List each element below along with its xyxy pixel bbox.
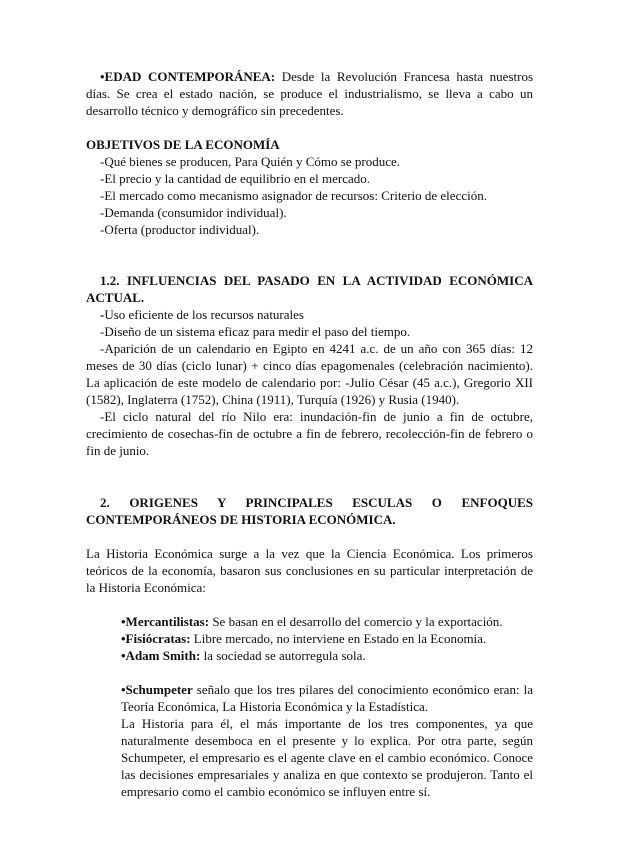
edad-contemporanea-paragraph	[86, 68, 533, 119]
schumpeter-paragraph-2: La Historia para él, el más importante de los tres componentes, ya que naturalmente desemboca en el presente y lo explica. Por otra parte, según Schumpeter, el empresario es el agente clave en el cambio económico. Conoce las decisiones empresariales y analiza en que contexto se produjeron. Tanto el empresario como el cambio económico se influyen entre sí.	[121, 716, 533, 799]
objetivos-item-2: -El precio y la cantidad de equilibrio en el mercado.	[100, 171, 370, 186]
school-label: •Mercantilistas:	[121, 614, 210, 629]
edad-label: •EDAD CONTEMPORÁNEA:	[100, 69, 276, 84]
school-text: Se basan en el desarrollo del comercio y la exportación.	[209, 614, 503, 629]
school-mercantilistas	[121, 613, 533, 630]
schumpeter-paragraph-1	[121, 681, 533, 715]
school-text: la sociedad se autorregula sola.	[200, 648, 366, 663]
schumpeter-label: •Schumpeter	[121, 682, 193, 697]
school-label: •Fisiócratas:	[121, 631, 191, 646]
schools-list	[86, 613, 533, 664]
schumpeter-text: señalo que los tres pilares del conocimiento económico eran: la Teoría Económica, La Historia Económica y la Estadística.	[121, 682, 533, 714]
objetivos-item-1: -Qué bienes se producen, Para Quién y Cómo se produce.	[100, 154, 400, 169]
section-2-heading-line1: 2. ORIGENES Y PRINCIPALES ESCULAS O ENFOQUES	[100, 495, 533, 510]
section-1-2-heading-line2: ACTUAL.	[86, 290, 145, 305]
section-1-2-item-3: -Aparición de un calendario en Egipto en 4241 a.c. de un año con 365 días: 12 meses de 30 días (ciclo lunar) + cinco días epagomenales (celebración nacimiento). La aplicación de este modelo de calendario por: -Julio César (45 a.c.), Gregorio XII (1582), Inglaterra (1752), China (1911), Turquía (1926) y Rusia (1940).	[86, 341, 533, 407]
school-fisiocratas	[121, 630, 533, 647]
school-adam-smith	[121, 647, 533, 664]
section-1-2-item-1	[86, 306, 533, 323]
school-text: Libre mercado, no interviene en Estado en la Economía.	[190, 631, 487, 646]
objetivos-item-4: -Demanda (consumidor individual).	[100, 205, 287, 220]
section-1-2-heading-line1: 1.2. INFLUENCIAS DEL PASADO EN LA ACTIVIDAD ECONÓMICA	[100, 273, 533, 288]
school-label: •Adam Smith:	[121, 648, 201, 663]
item-1-text: Uso eficiente de los recursos naturales	[104, 307, 304, 322]
section-1-2-item-2: -Diseño de un sistema eficaz para medir el paso del tiempo.	[100, 324, 411, 339]
objetivos-title: OBJETIVOS DE LA ECONOMÍA	[86, 137, 280, 152]
section-2-intro: La Historia Económica surge a la vez que la Ciencia Económica. Los primeros teóricos de la economía, basaron sus conclusiones en su particular interpretación de la Historia Económica:	[86, 546, 533, 595]
section-2-heading-line2: CONTEMPORÁNEOS DE HISTORIA ECONÓMICA.	[86, 512, 396, 527]
edad-text: Desde la Revolución Francesa hasta nuestros días. Se crea el estado nación, se produce el industrialismo, se lleva a cabo un desarrollo técnico y demográfico sin precedentes.	[86, 69, 533, 118]
schumpeter-block	[86, 681, 533, 800]
objetivos-item-3: -El mercado como mecanismo asignador de recursos: Criterio de elección.	[100, 188, 487, 203]
document-page	[86, 68, 533, 800]
item-dash: -	[100, 307, 105, 322]
objetivos-item-5: -Oferta (productor individual).	[100, 222, 260, 237]
section-1-2-item-4: -El ciclo natural del río Nilo era: inundación-fin de junio a fin de octubre, crecimiento de cosechas-fin de octubre a fin de febrero, recolección-fin de febrero o fin de junio.	[86, 409, 533, 458]
